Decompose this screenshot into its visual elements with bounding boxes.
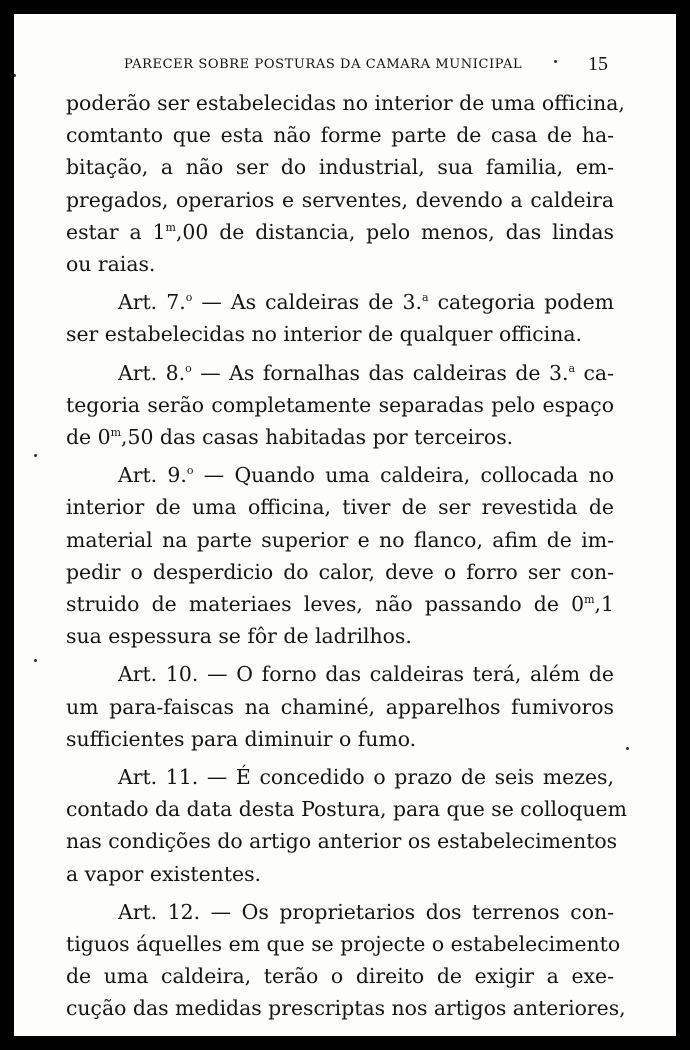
text-line: poderão ser estabelecidas no interior de uma officina, <box>66 91 625 115</box>
superscript: o <box>185 291 193 305</box>
running-title: PARECER SOBRE POSTURAS DA CAMARA MUNICIPAL <box>124 57 523 72</box>
scan-speck <box>554 60 557 63</box>
text-line: tiguos áquelles em que se projecte o estabelecimento <box>66 932 621 957</box>
text-run: Art. 7. <box>118 290 186 315</box>
text-line: pedir o desperdicio do calor, deve o forro ser con- <box>66 559 614 584</box>
text-line <box>66 421 614 453</box>
text-line: ser estabelecidas no interior de qualquer officina. <box>66 322 582 347</box>
text-line <box>66 658 614 690</box>
scan-speck <box>34 454 37 457</box>
text-run: ,00 de distancia, pelo menos, das lindas <box>175 219 614 244</box>
text-line: interior de uma officina, tiver de ser revestida de <box>66 495 614 520</box>
article-9 <box>66 459 614 652</box>
book-page <box>14 14 676 1036</box>
article-11 <box>66 761 627 890</box>
text-line <box>66 286 614 318</box>
text-line <box>66 588 614 620</box>
text-line: bitação, a não ser do industrial, sua familia, em- <box>66 155 614 180</box>
text-run: categoria podem <box>428 290 615 315</box>
article-10 <box>66 658 614 755</box>
article-12 <box>66 896 626 1025</box>
text-run: ca- <box>575 360 614 385</box>
text-line: nas condições do artigo anterior os estabelecimentos <box>66 829 618 854</box>
superscript: m <box>165 221 176 235</box>
text-run: Art. 12. — Os proprietarios dos terrenos con- <box>118 899 614 924</box>
text-line <box>66 216 614 248</box>
text-line: material na parte superior e no flanco, afim de im- <box>66 527 614 552</box>
text-line: pregados, operarios e serventes, devendo a caldeira <box>66 187 614 212</box>
text-line: cução das medidas prescriptas nos artigos anteriores, <box>66 996 626 1021</box>
text-line: sufficientes para diminuir o fumo. <box>66 726 417 751</box>
article-8 <box>66 357 614 454</box>
text-run: — As caldeiras de 3. <box>192 290 422 315</box>
text-line: de uma caldeira, terão o direito de exigir a exe- <box>66 964 614 989</box>
scan-speck <box>34 659 37 662</box>
text-line: contado da data desta Postura, para que se colloquem <box>66 797 627 822</box>
text-run: Art. 11. — É concedido o prazo de seis mezes, <box>118 765 614 790</box>
page-number: 15 <box>588 53 608 75</box>
text-line: sua espessura se fôr de ladrilhos. <box>66 624 412 649</box>
body-text <box>66 87 627 1025</box>
text-line <box>66 357 614 389</box>
text-run: ,50 das casas habitadas por terceiros. <box>121 425 514 450</box>
text-run: — Quando uma caldeira, collocada no <box>193 463 614 488</box>
running-header <box>14 50 676 78</box>
superscript: o <box>186 464 194 478</box>
scan-speck <box>626 747 629 750</box>
text-line <box>66 761 614 793</box>
text-line: a vapor existentes. <box>66 861 262 886</box>
text-run: de 0 <box>66 425 111 450</box>
text-run: — As fornalhas das caldeiras de 3. <box>191 360 569 385</box>
superscript: a <box>421 291 429 305</box>
superscript: m <box>584 593 595 607</box>
text-line <box>66 459 614 491</box>
text-run: Art. 10. — O forno das caldeiras terá, além de <box>118 662 614 687</box>
text-run: Art. 8. <box>118 360 186 385</box>
text-line: comtanto que esta não forme parte de casa de ha- <box>66 123 614 148</box>
text-line: um para-faiscas na chaminé, apparelhos fumivoros <box>66 694 614 719</box>
superscript: a <box>568 361 575 375</box>
text-run: estar a 1 <box>66 219 166 244</box>
text-line: tegoria serão completamente separadas pelo espaço <box>66 392 614 417</box>
text-line <box>66 896 614 928</box>
article-7 <box>66 286 614 350</box>
text-run: ,1 <box>594 592 614 617</box>
superscript: m <box>110 426 122 440</box>
superscript: o <box>185 361 192 375</box>
text-run: Art. 9. <box>118 463 187 488</box>
text-line: ou raias. <box>66 252 156 277</box>
paragraph-continuation <box>66 87 625 280</box>
text-run: struido de materiaes leves, não passando de 0 <box>66 592 585 617</box>
